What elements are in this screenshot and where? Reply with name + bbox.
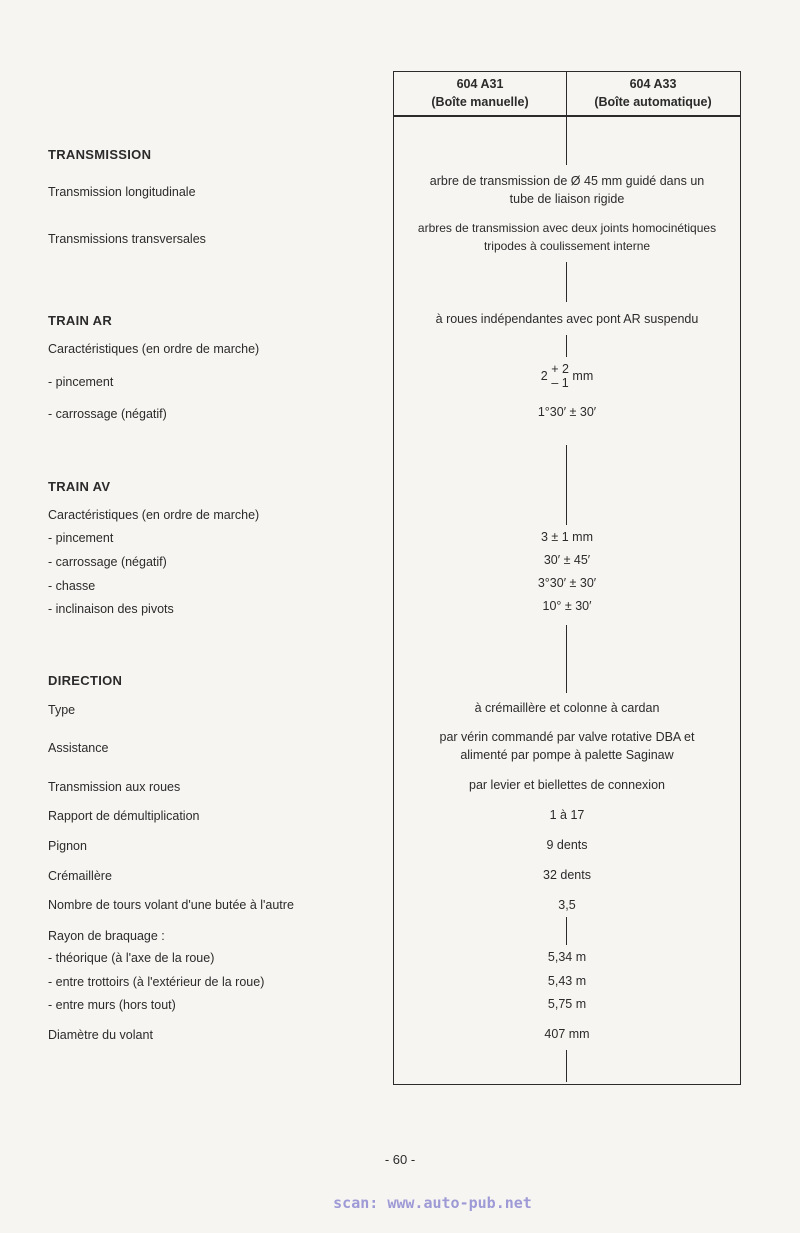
separator-line [566,917,567,945]
header-col1 [394,75,566,111]
label-direction-rapport: Rapport de démultiplication [48,809,200,823]
value-direction-murs: 5,75 m [547,997,587,1011]
header-col2 [567,75,739,111]
value-train-ar-carrossage: 1°30′ ± 30′ [537,405,597,419]
value-direction-type: à crémaillère et colonne à cardan [474,701,660,715]
label-transmission-longitudinale: Transmission longitudinale [48,185,196,199]
value-direction-trottoirs: 5,43 m [547,974,587,988]
value-direction-theorique: 5,34 m [547,950,587,964]
pincement-plus: + 2 [551,362,569,376]
header-col1-sub: (Boîte manuelle) [431,95,529,109]
value-train-av-pivots: 10° ± 30′ [542,599,592,613]
value-line: tripodes à coulissement interne [483,239,651,253]
separator-line [566,262,567,302]
value-train-av-chasse: 3°30′ ± 30′ [537,576,597,590]
value-direction-cremaillere: 32 dents [543,868,591,882]
value-line: tube de liaison rigide [509,192,625,206]
value-transmission-longitudinale [394,172,740,208]
section-title-direction: DIRECTION [48,673,123,688]
label-direction-volant: Diamètre du volant [48,1028,153,1042]
label-direction-type: Type [48,703,76,717]
pincement-unit: mm [572,369,594,383]
value-train-ar-pincement [394,362,740,390]
value-line: arbres de transmission avec deux joints homocinétiques [417,221,717,235]
page-number: - 60 - [384,1152,416,1167]
section-title-transmission: TRANSMISSION [48,147,152,162]
label-train-av-pivots: - inclinaison des pivots [48,602,174,616]
label-train-ar-pincement: - pincement [48,375,114,389]
label-train-av-pincement: - pincement [48,531,114,545]
pincement-minus: – 1 [551,376,569,390]
label-train-ar-caracteristiques: Caractéristiques (en ordre de marche) [48,342,260,356]
value-line: par vérin commandé par valve rotative DBA et [439,730,695,744]
label-direction-cremaillere: Crémaillère [48,869,112,883]
label-train-ar-carrossage: - carrossage (négatif) [48,407,167,421]
value-train-av-pincement: 3 ± 1 mm [540,530,593,544]
value-direction-pignon: 9 dents [546,838,588,852]
value-direction-transmission: par levier et biellettes de connexion [469,778,665,792]
separator-line [566,1050,567,1082]
label-direction-pignon: Pignon [48,839,87,853]
label-transmissions-transversales: Transmissions transversales [48,232,206,246]
label-direction-trottoirs: - entre trottoirs (à l'extérieur de la roue) [48,975,265,989]
value-train-ar: à roues indépendantes avec pont AR suspendu [435,312,699,326]
separator-line [566,625,567,693]
scan-credit: scan: www.auto-pub.net [333,1194,532,1212]
section-title-train-ar: TRAIN AR [48,313,113,328]
value-transmissions-transversales [394,219,740,255]
label-direction-transmission: Transmission aux roues [48,780,181,794]
separator-line [566,117,567,165]
label-direction-murs: - entre murs (hors tout) [48,998,176,1012]
pincement-base: 2 [540,369,548,383]
label-train-av-caracteristiques: Caractéristiques (en ordre de marche) [48,508,260,522]
label-train-av-carrossage: - carrossage (négatif) [48,555,167,569]
value-direction-tours: 3,5 [558,898,576,912]
value-direction-rapport: 1 à 17 [549,808,585,822]
value-train-av-carrossage: 30′ ± 45′ [543,553,591,567]
label-train-av-chasse: - chasse [48,579,96,593]
label-direction-theorique: - théorique (à l'axe de la roue) [48,951,215,965]
value-line: arbre de transmission de Ø 45 mm guidé dans un [429,174,705,188]
label-direction-tours: Nombre de tours volant d'une butée à l'autre [48,898,294,912]
value-direction-assistance [394,728,740,764]
section-title-train-av: TRAIN AV [48,479,111,494]
header-col2-model: 604 A33 [629,77,677,91]
label-direction-assistance: Assistance [48,741,109,755]
header-col2-sub: (Boîte automatique) [594,95,712,109]
header-col1-model: 604 A31 [456,77,504,91]
label-direction-rayon: Rayon de braquage : [48,929,165,943]
value-direction-volant: 407 mm [544,1027,590,1041]
separator-line [566,335,567,357]
separator-line [566,445,567,525]
value-line: alimenté par pompe à palette Saginaw [460,748,674,762]
pincement-tolerance [551,362,569,390]
